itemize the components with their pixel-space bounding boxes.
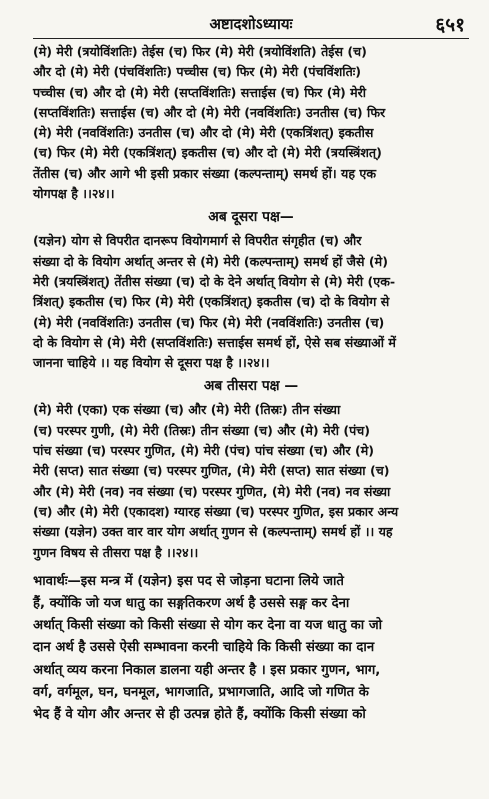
text-line: और (मे) मेरी (नव) नव संख्या (च) परस्पर गुणित, (मे) मेरी (नव) नव संख्या bbox=[33, 483, 391, 499]
text-line: (च) और (मे) मेरी (एकादश) ग्यारह संख्या (च) परस्पर गुणित, इस प्रकार अन्य bbox=[33, 503, 399, 519]
section-third-paksha bbox=[33, 400, 469, 562]
section-heading: अब तीसरा पक्ष — bbox=[203, 378, 299, 395]
text-line: गुणन विषय से तीसरा पक्ष है ।।२४।। bbox=[33, 544, 199, 560]
bhavarth-paragraph bbox=[33, 571, 469, 726]
page-number: ६५१ bbox=[435, 14, 465, 36]
text-line: (मे) मेरी (त्रयोविंशतिः) तेईस (च) फिर (मे) मेरी (त्रयोविंशति) तेईस (च) bbox=[33, 44, 367, 59]
text-line: भेद हैं वे योग और अन्तर से ही उत्पन्न होते हैं, क्योंकि किसी संख्या को bbox=[33, 707, 366, 723]
text-line: (मे) मेरी (एका) एक संख्या (च) और (मे) मेरी (तिस्रः) तीन संख्या bbox=[33, 402, 341, 418]
text-line: पच्चीस (च) और दो (मे) मेरी (सप्तविंशतिः) सत्ताईस (च) फिर (मे) मेरी bbox=[33, 84, 367, 100]
section-first-paksha bbox=[33, 42, 469, 204]
section-second-paksha bbox=[33, 231, 469, 373]
text-line: पांच संख्या (च) परस्पर गुणित, (मे) मेरी (पंच) पांच संख्या (च) और (मे) bbox=[33, 443, 374, 459]
text-line: (च) फिर (मे) मेरी (एकत्रिंशत्) इकतीस (च) और दो (मे) मेरी (त्रयस्त्रिंशत्) bbox=[33, 145, 382, 161]
text-line: (सप्तविंशतिः) सत्ताईस (च) और दो (मे) मेरी (नवविंशतिः) उनतीस (च) फिर bbox=[33, 104, 386, 120]
text-line: दान अर्थ है उससे ऐसी सम्भावना करनी चाहिये कि किसी संख्या का दान bbox=[33, 640, 375, 656]
text-line: मेरी (त्रयस्त्रिंशत्) तेंतीस संख्या (च) दो के देने अर्थात् वियोग से (मे) मेरी (एक- bbox=[33, 273, 396, 289]
text-line: संख्या (यज्ञेन) उक्त वार वार योग अर्थात् गुणन से (कल्पन्ताम्) समर्थ हों ।। यह bbox=[33, 524, 393, 540]
text-line: तेंतीस (च) और आगे भी इसी प्रकार संख्या (कल्पन्ताम्) समर्थ हों। यह एक bbox=[33, 165, 377, 181]
text-line: हैं, क्योंकि जो यज धातु का सङ्गतिकरण अर्थ है उससे सङ्ग कर देना bbox=[33, 596, 350, 612]
text-line: (च) परस्पर गुणी, (मे) मेरी (तिस्रः) तीन संख्या (च) और (मे) मेरी (पंच) bbox=[33, 422, 371, 438]
text-line: और दो (मे) मेरी (पंचविंशतिः) पच्चीस (च) फिर (मे) मेरी (पंचविंशतिः) bbox=[33, 64, 362, 80]
text-line: दो के वियोग से (मे) मेरी (सप्तविंशतिः) सत्ताईस समर्थ हों, ऐसे सब संख्याओं में bbox=[33, 334, 396, 350]
text-line: अर्थात् किसी संख्या को किसी संख्या से योग कर देना वा यज धातु का जो bbox=[33, 618, 383, 634]
text-line: (मे) मेरी (नवविंशतिः) उनतीस (च) फिर (मे) मेरी (नवविंशतिः) उनतीस (च) bbox=[33, 314, 385, 330]
text-line: संख्या दो के वियोग अर्थात् अन्तर से (मे) मेरी (कल्पन्ताम्) समर्थ हों जैसे (मे) bbox=[33, 253, 388, 269]
text-line: त्रिंशत्) इकतीस (च) फिर (मे) मेरी (एकत्रिंशत्) इकतीस (च) दो के वियोग से bbox=[33, 294, 390, 310]
section-heading: अब दूसरा पक्ष— bbox=[208, 209, 294, 226]
page-header bbox=[33, 8, 469, 39]
chapter-title: अष्टादशोऽध्यायः bbox=[209, 15, 293, 33]
text-line: (यज्ञेन) योग से विपरीत दानरूप वियोगमार्ग से विपरीत संगृहीत (च) और bbox=[33, 233, 362, 249]
text-line: वर्ग, वर्गमूल, घन, घनमूल, भागजाति, प्रभागजाति, आदि जो गणित के bbox=[33, 684, 369, 700]
text-line: अर्थात् व्यय करना निकाल डालना यही अन्तर है । इस प्रकार गुणन, भाग, bbox=[33, 662, 381, 678]
text-line: (मे) मेरी (नवविंशतिः) उनतीस (च) और दो (मे) मेरी (एकत्रिंशत्) इकतीस bbox=[33, 125, 374, 141]
text-line: जानना चाहिये ।। यह वियोग से दूसरा पक्ष है ।।२४।। bbox=[33, 355, 270, 371]
text-line: योगपक्ष है ।।२४।। bbox=[33, 186, 115, 202]
text-line: भावार्थः—इस मन्त्र में (यज्ञेन) इस पद से जोड़ना घटाना लिये जाते bbox=[33, 573, 344, 589]
text-line: मेरी (सप्त) सात संख्या (च) परस्पर गुणित, (मे) मेरी (सप्त) सात संख्या (च) bbox=[33, 463, 390, 479]
